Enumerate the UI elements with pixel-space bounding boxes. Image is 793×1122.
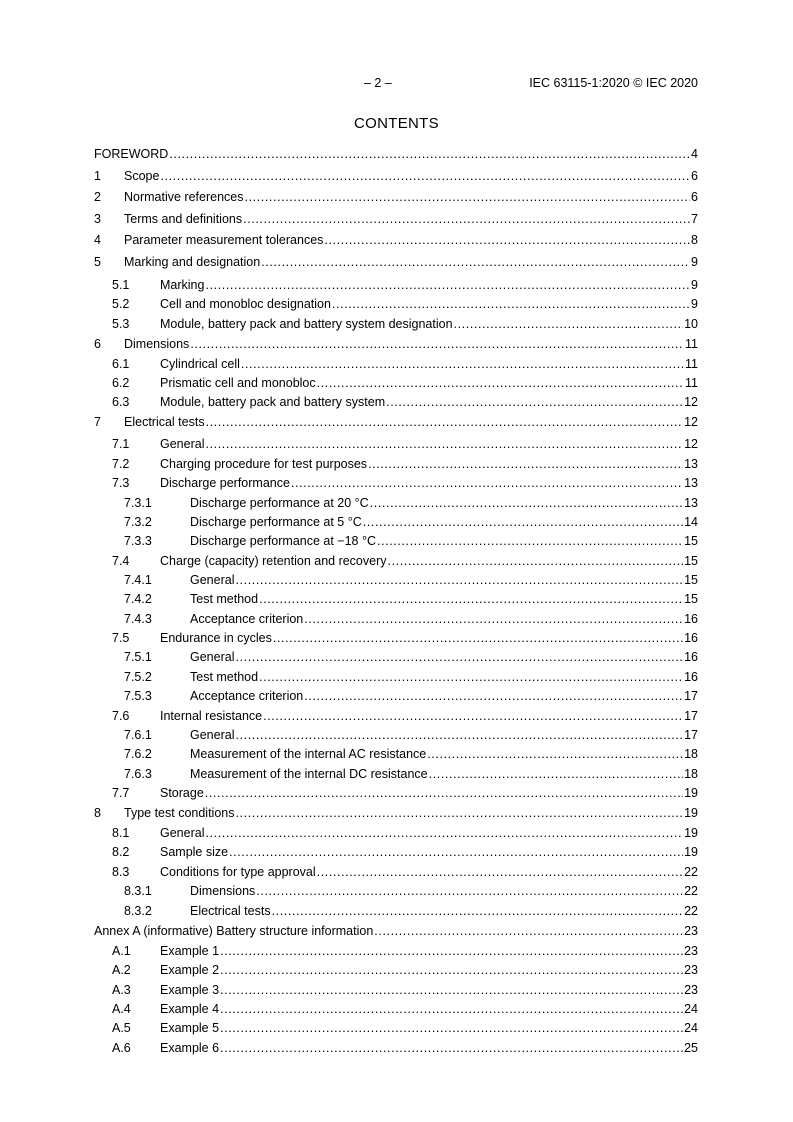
toc-entry[interactable] [94, 844, 698, 860]
toc-entry[interactable] [94, 825, 698, 841]
dot-leader [206, 414, 684, 430]
dot-leader [220, 982, 683, 998]
toc-entry-page: 16 [684, 670, 698, 684]
contents-title: CONTENTS [354, 115, 439, 132]
dot-leader [169, 146, 690, 162]
toc-entry-page: 13 [684, 476, 698, 490]
toc-entry[interactable] [94, 475, 698, 491]
toc-entry[interactable] [94, 456, 698, 472]
toc-entry-number: 7.5.3 [124, 689, 152, 703]
toc-entry-title: General [190, 650, 235, 664]
toc-entry-number: 5.3 [112, 317, 130, 331]
toc-entry-title: Internal resistance [160, 709, 263, 723]
toc-entry[interactable] [94, 414, 698, 430]
toc-entry[interactable] [94, 168, 698, 184]
toc-entry-page: 6 [691, 190, 698, 204]
toc-entry[interactable] [94, 785, 698, 801]
toc-entry-title: Conditions for type approval [160, 865, 316, 879]
toc-entry-number: 7.7 [112, 786, 130, 800]
toc-entry-title: Endurance in cycles [160, 631, 272, 645]
toc-entry[interactable] [94, 232, 698, 248]
toc-entry-number: 7.6 [112, 709, 130, 723]
toc-entry[interactable] [94, 375, 698, 391]
toc-entry-title: General [160, 437, 205, 451]
toc-entry-page: 24 [684, 1002, 698, 1016]
toc-entry[interactable] [94, 316, 698, 332]
toc-entry-page: 22 [684, 904, 698, 918]
toc-entry-title: Dimensions [190, 884, 256, 898]
toc-entry-title: Discharge performance at 5 °C [190, 515, 362, 529]
toc-entry-number: 7.3.2 [124, 515, 152, 529]
dot-leader [263, 708, 683, 724]
toc-entry-page: 25 [684, 1041, 698, 1055]
dot-leader [363, 514, 683, 530]
toc-entry-title: Marking [160, 278, 205, 292]
dot-leader [220, 1020, 683, 1036]
toc-entry-page: 13 [684, 457, 698, 471]
toc-entry-title: Prismatic cell and monobloc [160, 376, 316, 390]
toc-entry-page: 6 [691, 169, 698, 183]
toc-entry[interactable] [94, 146, 698, 162]
dot-leader [205, 436, 683, 452]
toc-entry-page: 16 [684, 612, 698, 626]
toc-entry-number: 1 [94, 169, 101, 183]
toc-entry-page: 10 [684, 317, 698, 331]
toc-entry[interactable] [94, 296, 698, 312]
toc-entry-title: Charge (capacity) retention and recovery [160, 554, 387, 568]
toc-entry-title: Example 2 [160, 963, 220, 977]
toc-entry-page: 15 [684, 554, 698, 568]
dot-leader [235, 805, 683, 821]
toc-entry[interactable] [94, 864, 698, 880]
dot-leader [220, 962, 683, 978]
toc-entry-title: Cell and monobloc designation [160, 297, 331, 311]
dot-leader [235, 572, 683, 588]
toc-entry[interactable] [94, 805, 698, 821]
toc-entry-number: A.3 [112, 983, 131, 997]
toc-entry-page: 16 [684, 631, 698, 645]
dot-leader [291, 475, 683, 491]
toc-entry-page: 24 [684, 1021, 698, 1035]
toc-entry-title: Module, battery pack and battery system [160, 395, 386, 409]
toc-entry-page: 14 [684, 515, 698, 529]
toc-entry-page: 18 [684, 747, 698, 761]
toc-entry-title: Acceptance criterion [190, 612, 304, 626]
toc-entry-page: 12 [684, 415, 698, 429]
toc-entry-number: A.1 [112, 944, 131, 958]
toc-entry-page: 17 [684, 709, 698, 723]
dot-leader [220, 1040, 683, 1056]
toc-entry-page: 19 [684, 826, 698, 840]
toc-entry-page: 8 [691, 233, 698, 247]
toc-entry-number: 7.5.2 [124, 670, 152, 684]
toc-entry-title: Example 5 [160, 1021, 220, 1035]
toc-entry-page: 12 [684, 395, 698, 409]
dot-leader [332, 296, 690, 312]
toc-entry-number: 7.4.2 [124, 592, 152, 606]
toc-entry[interactable] [94, 277, 698, 293]
toc-entry-title: Dimensions [124, 337, 190, 351]
toc-entry-page: 13 [684, 496, 698, 510]
toc-entry-title: General [190, 728, 235, 742]
dot-leader [388, 553, 684, 569]
dot-leader [241, 356, 684, 372]
dot-leader [374, 923, 683, 939]
toc-entry-number: 5.1 [112, 278, 130, 292]
dot-leader [160, 168, 690, 184]
toc-entry-number: 7.4.3 [124, 612, 152, 626]
toc-entry[interactable] [94, 514, 698, 530]
dot-leader [229, 844, 683, 860]
toc-entry[interactable] [94, 611, 698, 627]
toc-entry-page: 15 [684, 573, 698, 587]
dot-leader [386, 394, 683, 410]
toc-entry-number: 7.3.1 [124, 496, 152, 510]
toc-entry-page: 9 [691, 255, 698, 269]
toc-entry[interactable] [94, 436, 698, 452]
toc-entry-title: Module, battery pack and battery system designation [160, 317, 453, 331]
toc-entry-page: 23 [684, 963, 698, 977]
toc-entry-number: 7.1 [112, 437, 130, 451]
toc-entry-number: 7.6.1 [124, 728, 152, 742]
toc-entry-title: Scope [124, 169, 160, 183]
dot-leader [243, 211, 690, 227]
toc-entry[interactable] [94, 982, 698, 998]
dot-leader [205, 785, 683, 801]
toc-entry-page: 23 [684, 924, 698, 938]
toc-entry-title: Discharge performance at −18 °C [190, 534, 376, 548]
toc-entry-title: Example 1 [160, 944, 220, 958]
dot-leader [220, 1001, 683, 1017]
toc-entry-title: Marking and designation [124, 255, 261, 269]
toc-entry-page: 15 [684, 534, 698, 548]
toc-entry-page: 15 [684, 592, 698, 606]
toc-entry-page: 17 [684, 689, 698, 703]
toc-entry-title: Discharge performance [160, 476, 290, 490]
toc-entry-title: Electrical tests [124, 415, 205, 429]
dot-leader [273, 630, 683, 646]
page-number: – 2 – [364, 76, 392, 90]
dot-leader [304, 611, 683, 627]
toc-entry-page: 7 [691, 212, 698, 226]
toc-entry[interactable] [94, 553, 698, 569]
toc-entry-page: 11 [685, 337, 698, 351]
toc-entry-number: 5 [94, 255, 101, 269]
toc-entry-title: Acceptance criterion [190, 689, 304, 703]
toc-entry-number: 7.2 [112, 457, 130, 471]
dot-leader [259, 669, 683, 685]
page-header [94, 76, 698, 92]
toc-entry-number: 8 [94, 806, 101, 820]
toc-entry-number: 7.6.3 [124, 767, 152, 781]
toc-entry-page: 17 [684, 728, 698, 742]
toc-entry-number: 7.6.2 [124, 747, 152, 761]
dot-leader [235, 727, 683, 743]
toc-entry-page: 4 [691, 147, 698, 161]
toc-entry-page: 11 [685, 357, 698, 371]
dot-leader [317, 375, 684, 391]
toc-entry[interactable] [94, 943, 698, 959]
toc-entry[interactable] [94, 189, 698, 205]
toc-entry[interactable] [94, 572, 698, 588]
toc-entry[interactable] [94, 591, 698, 607]
toc-entry[interactable] [94, 649, 698, 665]
dot-leader [370, 495, 683, 511]
dot-leader [324, 232, 690, 248]
toc-entry-number: 7 [94, 415, 101, 429]
toc-entry[interactable] [94, 254, 698, 270]
toc-entry-number: 7.3.3 [124, 534, 152, 548]
toc-entry-title: Measurement of the internal AC resistance [190, 747, 427, 761]
toc-entry-title: Example 3 [160, 983, 220, 997]
toc-entry-number: A.6 [112, 1041, 131, 1055]
toc-entry[interactable] [94, 356, 698, 372]
toc-entry[interactable] [94, 903, 698, 919]
document-id: IEC 63115-1:2020 © IEC 2020 [529, 76, 698, 90]
toc-entry-number: 2 [94, 190, 101, 204]
toc-entry-number: 7.5.1 [124, 650, 152, 664]
toc-entry[interactable] [94, 766, 698, 782]
toc-entry[interactable] [94, 688, 698, 704]
toc-entry-title: Normative references [124, 190, 244, 204]
dot-leader [427, 746, 683, 762]
dot-leader [304, 688, 683, 704]
dot-leader [429, 766, 683, 782]
toc-entry-title: Measurement of the internal DC resistance [190, 767, 428, 781]
toc-entry[interactable] [94, 746, 698, 762]
toc-entry-number: A.5 [112, 1021, 131, 1035]
toc-entry-title: Cylindrical cell [160, 357, 240, 371]
toc-entry-number: 6.1 [112, 357, 130, 371]
toc-entry-number: 3 [94, 212, 101, 226]
toc-entry-number: 6.2 [112, 376, 130, 390]
toc-entry-page: 23 [684, 944, 698, 958]
toc-entry-number: 5.2 [112, 297, 130, 311]
toc-entry[interactable] [94, 336, 698, 352]
toc-entry[interactable] [94, 669, 698, 685]
toc-entry-number: 8.3.1 [124, 884, 152, 898]
dot-leader [190, 336, 684, 352]
toc-entry-title: Charging procedure for test purposes [160, 457, 368, 471]
toc-entry-title: Terms and definitions [124, 212, 243, 226]
dot-leader [368, 456, 683, 472]
toc-entry-title: FOREWORD [94, 147, 169, 161]
toc-entry-title: Annex A (informative) Battery structure information [94, 924, 374, 938]
toc-entry[interactable] [94, 394, 698, 410]
toc-entry-page: 23 [684, 983, 698, 997]
toc-entry-title: Example 6 [160, 1041, 220, 1055]
toc-entry[interactable] [94, 211, 698, 227]
toc-entry-number: 7.4 [112, 554, 130, 568]
toc-entry-page: 16 [684, 650, 698, 664]
toc-entry[interactable] [94, 533, 698, 549]
toc-entry[interactable] [94, 630, 698, 646]
dot-leader [205, 277, 690, 293]
toc-entry-number: 8.3 [112, 865, 130, 879]
toc-entry-page: 12 [684, 437, 698, 451]
toc-entry-title: Test method [190, 670, 259, 684]
toc-entry-number: 7.3 [112, 476, 130, 490]
toc-entry-number: 7.4.1 [124, 573, 152, 587]
toc-entry-page: 19 [684, 845, 698, 859]
dot-leader [245, 189, 691, 205]
toc-entry-number: 8.3.2 [124, 904, 152, 918]
toc-entry[interactable] [94, 962, 698, 978]
dot-leader [261, 254, 690, 270]
toc-entry-title: Example 4 [160, 1002, 220, 1016]
toc-entry-page: 19 [684, 806, 698, 820]
toc-entry-page: 22 [684, 884, 698, 898]
dot-leader [205, 825, 683, 841]
toc-entry[interactable] [94, 923, 698, 939]
toc-entry-number: A.4 [112, 1002, 131, 1016]
toc-entry-title: Type test conditions [124, 806, 235, 820]
dot-leader [235, 649, 683, 665]
toc-entry[interactable] [94, 1020, 698, 1036]
toc-entry-number: 8.2 [112, 845, 130, 859]
dot-leader [377, 533, 683, 549]
toc-entry-number: 7.5 [112, 631, 130, 645]
toc-entry-page: 9 [691, 297, 698, 311]
toc-entry-number: 6 [94, 337, 101, 351]
toc-entry-title: General [160, 826, 205, 840]
toc-entry[interactable] [94, 495, 698, 511]
toc-entry-title: Electrical tests [190, 904, 271, 918]
toc-entry-title: Sample size [160, 845, 229, 859]
toc-entry-title: General [190, 573, 235, 587]
toc-entry[interactable] [94, 727, 698, 743]
toc-entry-page: 18 [684, 767, 698, 781]
dot-leader [317, 864, 683, 880]
toc-entry-page: 9 [691, 278, 698, 292]
toc-entry[interactable] [94, 708, 698, 724]
toc-entry[interactable] [94, 1001, 698, 1017]
dot-leader [259, 591, 683, 607]
toc-entry-number: 8.1 [112, 826, 130, 840]
toc-entry-title: Storage [160, 786, 204, 800]
toc-entry-title: Parameter measurement tolerances [124, 233, 324, 247]
dot-leader [454, 316, 684, 332]
toc-entry-page: 19 [684, 786, 698, 800]
toc-entry-number: 4 [94, 233, 101, 247]
dot-leader [272, 903, 684, 919]
toc-entry[interactable] [94, 1040, 698, 1056]
dot-leader [256, 883, 683, 899]
toc-entry-number: A.2 [112, 963, 131, 977]
dot-leader [220, 943, 683, 959]
toc-entry-title: Discharge performance at 20 °C [190, 496, 369, 510]
toc-entry-number: 6.3 [112, 395, 130, 409]
toc-entry-title: Test method [190, 592, 259, 606]
toc-entry-page: 11 [685, 376, 698, 390]
toc-entry[interactable] [94, 883, 698, 899]
toc-entry-page: 22 [684, 865, 698, 879]
